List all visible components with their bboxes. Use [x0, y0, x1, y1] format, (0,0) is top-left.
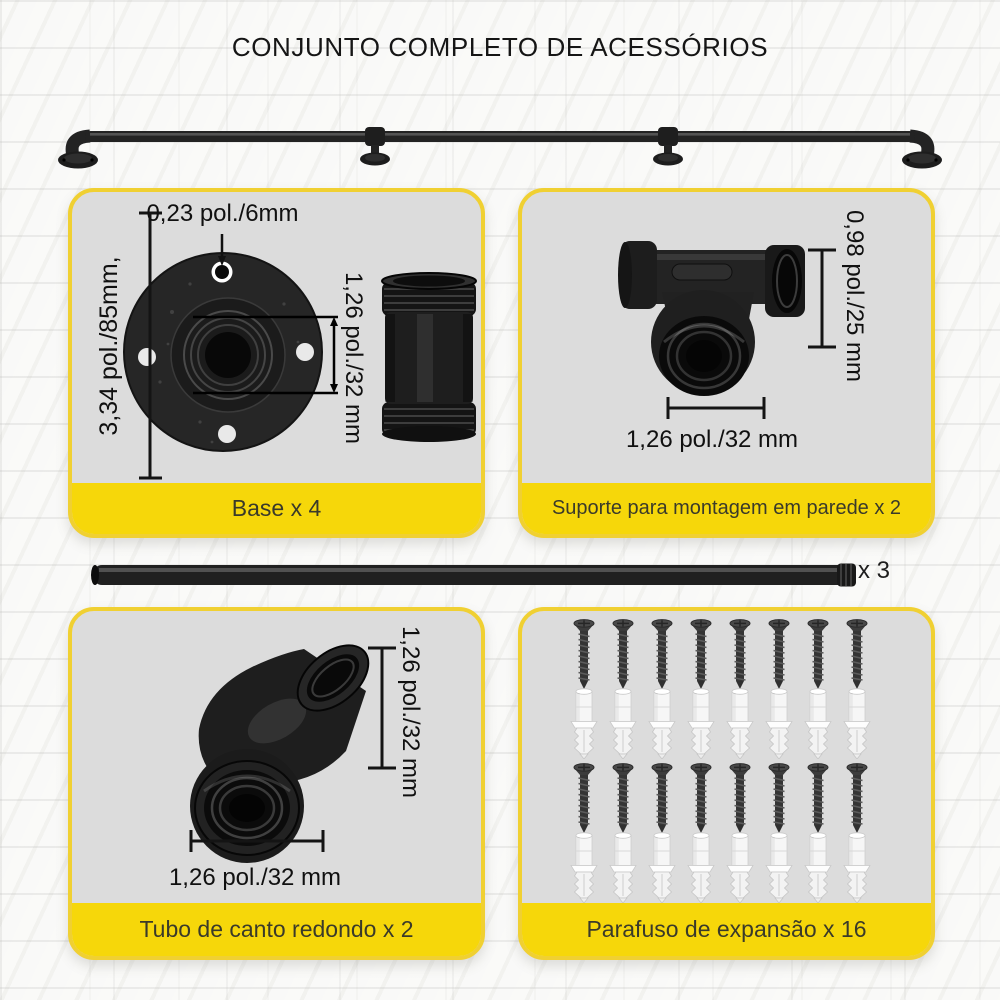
panel-wall-mount — [518, 188, 935, 538]
panel-elbow — [68, 607, 485, 960]
dim-label-width: 1,26 pol./32 mm — [168, 864, 342, 891]
dim-label-width: 1,26 pol./32 mm — [625, 426, 799, 453]
straight-pipe-image — [85, 558, 875, 592]
panel-screws-body — [522, 611, 931, 903]
panel-screws-caption — [522, 903, 931, 956]
dim-label-hole: 0,23 pol./6mm — [146, 200, 299, 227]
panel-wall-mount-body — [522, 192, 931, 483]
flange-screw-hole — [218, 425, 236, 443]
dimension-bracket-height — [808, 250, 836, 347]
dim-label-height: 1,26 pol./32 mm — [397, 625, 424, 799]
dimension-bracket-width — [668, 397, 764, 419]
pipe-rail-image — [30, 98, 970, 183]
panel-screws — [518, 607, 935, 960]
pipe-nipple-image — [382, 273, 476, 442]
page-title: CONJUNTO COMPLETO DE ACESSÓRIOS — [231, 32, 769, 62]
panel-base-caption — [72, 483, 481, 534]
caption-text: Suporte para montagem em parede x 2 — [551, 497, 902, 519]
embossed-mark — [672, 264, 732, 280]
panel-elbow-caption — [72, 903, 481, 956]
flange-screw-hole — [296, 343, 314, 361]
panel-wall-mount-caption — [522, 483, 931, 534]
rail-pipe — [85, 131, 915, 142]
panel-elbow-body — [72, 611, 481, 903]
caption-text: Parafuso de expansão x 16 — [586, 916, 867, 942]
dim-label-outer-diameter: 3,34 pol./85mm, — [95, 256, 123, 436]
dim-label-inner-diameter: 1,26 pol./32 mm — [340, 271, 367, 445]
screws-grid-image — [522, 611, 931, 903]
flange-screw-hole — [138, 348, 156, 366]
caption-text: Base x 4 — [231, 495, 322, 521]
panel-base — [68, 188, 485, 538]
dim-label-height: 0,98 pol./25 mm — [841, 209, 868, 383]
panel-base-body — [72, 192, 481, 483]
flange-image — [72, 192, 481, 483]
pipe-quantity-label: x 3 — [858, 557, 891, 584]
dimension-bracket-height — [368, 648, 396, 768]
caption-text: Tubo de canto redondo x 2 — [139, 916, 414, 942]
